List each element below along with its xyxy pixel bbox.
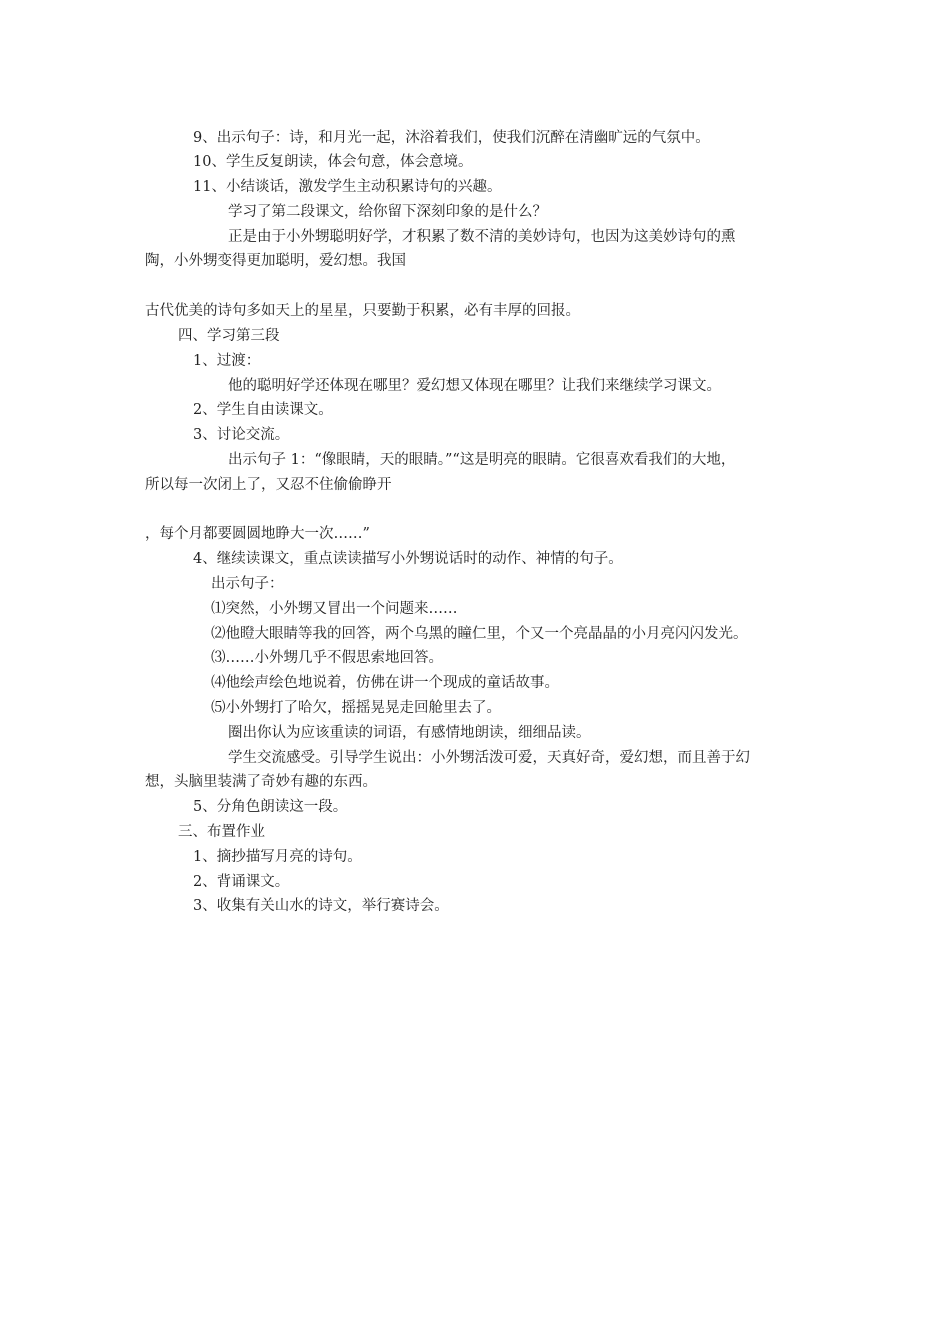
text-line: 11、小结谈话，激发学生主动积累诗句的兴趣。 — [193, 179, 502, 195]
text-line: 他的聪明好学还体现在哪里？爱幻想又体现在哪里？让我们来继续学习课文。 — [228, 378, 721, 394]
text-line: 陶，小外甥变得更加聪明，爱幻想。我国 — [145, 253, 406, 269]
text-line: 1、过渡： — [193, 353, 261, 369]
text-line: 学习了第二段课文，给你留下深刻印象的是什么？ — [228, 204, 547, 220]
text-line: 9、出示句子：诗，和月光一起，沐浴着我们，使我们沉醉在清幽旷远的气氛中。 — [193, 130, 710, 146]
text-line: 古代优美的诗句多如天上的星星，只要勤于积累，必有丰厚的回报。 — [145, 303, 580, 319]
text-line: ⑵他瞪大眼睛等我的回答，两个乌黑的瞳仁里，个又一个亮晶晶的小月亮闪闪发光。 — [211, 626, 748, 642]
text-line: 学生交流感受。引导学生说出：小外甥活泼可爱，天真好奇，爱幻想，而且善于幻 — [228, 750, 750, 766]
text-line: 1、摘抄描写月亮的诗句。 — [193, 849, 362, 865]
text-line: ⑴突然，小外甥又冒出一个问题来…… — [211, 601, 458, 617]
text-line: 4、继续读课文，重点读读描写小外甥说话时的动作、神情的句子。 — [193, 551, 623, 567]
text-line: 圈出你认为应该重读的词语，有感情地朗读，细细品读。 — [228, 725, 591, 741]
text-line: ，每个月都要圆圆地睁大一次……” — [145, 526, 370, 542]
section-heading: 四、学习第三段 — [178, 328, 280, 344]
text-line: 出示句子 1：“像眼睛，天的眼睛。”“这是明亮的眼睛。它很喜欢看我们的大地， — [228, 452, 736, 468]
text-line: 想，头脑里装满了奇妙有趣的东西。 — [145, 774, 377, 790]
text-line: 正是由于小外甥聪明好学，才积累了数不清的美妙诗句，也因为这美妙诗句的熏 — [228, 229, 736, 245]
text-line: 5、分角色朗读这一段。 — [193, 799, 348, 815]
text-line: 10、学生反复朗读，体会句意，体会意境。 — [193, 154, 473, 170]
text-line: ⑸小外甥打了哈欠，摇摇晃晃走回舱里去了。 — [211, 700, 501, 716]
text-line: ⑶……小外甥几乎不假思索地回答。 — [211, 650, 443, 666]
text-line: 2、背诵课文。 — [193, 874, 290, 890]
text-line: 3、讨论交流。 — [193, 427, 290, 443]
text-line: 所以每一次闭上了，又忍不住偷偷睁开 — [145, 477, 392, 493]
text-line: ⑷他绘声绘色地说着，仿佛在讲一个现成的童话故事。 — [211, 675, 559, 691]
text-line: 出示句子： — [211, 576, 284, 592]
text-line: 3、收集有关山水的诗文，举行赛诗会。 — [193, 898, 449, 914]
section-heading: 三、布置作业 — [178, 824, 265, 840]
text-line: 2、学生自由读课文。 — [193, 402, 333, 418]
